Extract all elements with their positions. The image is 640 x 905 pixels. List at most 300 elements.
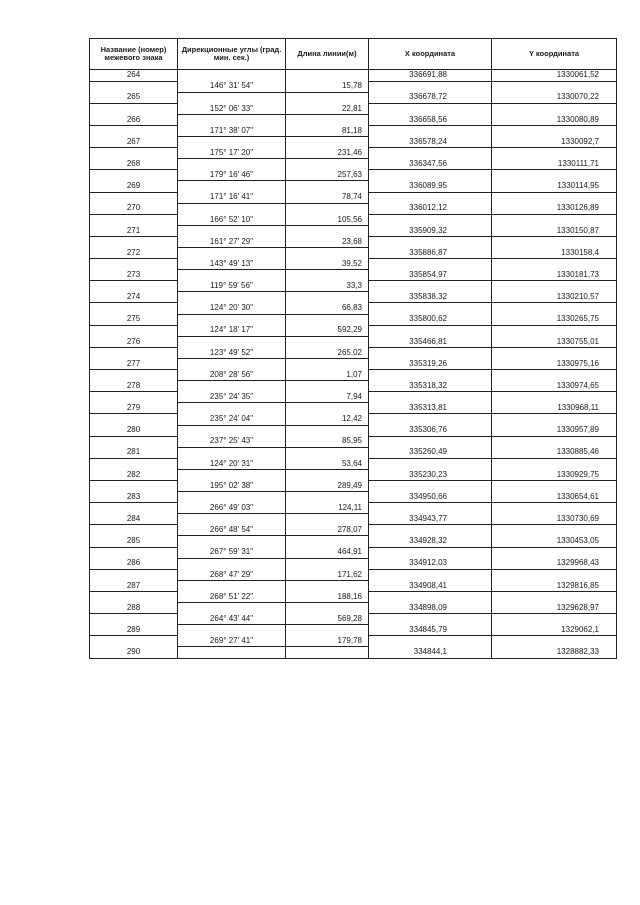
empty-cell: [90, 547, 178, 558]
bearing-angle: 208° 28' 56": [178, 370, 286, 381]
empty-cell: [90, 148, 178, 159]
empty-cell: [178, 292, 286, 303]
empty-cell: [286, 625, 369, 636]
empty-cell: [178, 336, 286, 347]
x-coordinate: 335886,87: [369, 248, 492, 259]
bearing-angle: 175° 17' 20": [178, 148, 286, 159]
empty-cell: [369, 170, 492, 181]
empty-cell: [90, 325, 178, 336]
x-coordinate: 336578,24: [369, 137, 492, 148]
empty-cell: [90, 170, 178, 181]
point-row: [90, 580, 617, 591]
y-coordinate: 1330885,46: [492, 447, 617, 458]
marker-name: 279: [90, 403, 178, 414]
point-row: [90, 447, 617, 458]
y-coordinate: 1328882,33: [492, 647, 617, 659]
segment-row: [90, 480, 617, 491]
y-coordinate: 1330968,11: [492, 403, 617, 414]
empty-cell: [369, 458, 492, 469]
x-coordinate: 335230,23: [369, 469, 492, 480]
empty-cell: [178, 603, 286, 614]
empty-cell: [178, 92, 286, 103]
empty-cell: [178, 70, 286, 82]
y-coordinate: 1330975,16: [492, 358, 617, 369]
empty-cell: [369, 614, 492, 625]
empty-cell: [369, 392, 492, 403]
segment-row: [90, 414, 617, 425]
bearing-angle: 235° 24' 04": [178, 414, 286, 425]
empty-cell: [90, 214, 178, 225]
marker-name: 267: [90, 137, 178, 148]
empty-cell: [178, 647, 286, 659]
empty-cell: [492, 325, 617, 336]
segment-row: [90, 236, 617, 247]
bearing-angle: 124° 20' 31": [178, 458, 286, 469]
x-coordinate: 335319,26: [369, 358, 492, 369]
empty-cell: [90, 569, 178, 580]
segment-row: [90, 347, 617, 358]
empty-cell: [492, 81, 617, 92]
empty-cell: [492, 236, 617, 247]
marker-name: 270: [90, 203, 178, 214]
line-length: 179,78: [286, 636, 369, 647]
empty-cell: [369, 259, 492, 270]
x-coordinate: 335466,81: [369, 336, 492, 347]
segment-row: [90, 525, 617, 536]
line-length: 78,74: [286, 192, 369, 203]
empty-cell: [90, 236, 178, 247]
line-length: 33,3: [286, 281, 369, 292]
point-row: [90, 492, 617, 503]
empty-cell: [178, 225, 286, 236]
empty-cell: [178, 447, 286, 458]
point-row: [90, 536, 617, 547]
empty-cell: [492, 148, 617, 159]
empty-cell: [178, 469, 286, 480]
empty-cell: [178, 403, 286, 414]
boundary-coordinates-table: [89, 38, 617, 659]
empty-cell: [286, 647, 369, 659]
line-length: 289,49: [286, 480, 369, 491]
x-coordinate: 335306,76: [369, 425, 492, 436]
x-coordinate: 335909,32: [369, 225, 492, 236]
empty-cell: [369, 347, 492, 358]
empty-cell: [178, 203, 286, 214]
marker-name: 283: [90, 492, 178, 503]
empty-cell: [286, 203, 369, 214]
empty-cell: [369, 236, 492, 247]
line-length: 569,28: [286, 614, 369, 625]
empty-cell: [90, 81, 178, 92]
empty-cell: [492, 303, 617, 314]
empty-cell: [178, 159, 286, 170]
empty-cell: [492, 392, 617, 403]
empty-cell: [90, 591, 178, 602]
point-row: [90, 92, 617, 103]
point-row: [90, 203, 617, 214]
empty-cell: [369, 303, 492, 314]
line-length: 53,64: [286, 458, 369, 469]
empty-cell: [369, 547, 492, 558]
empty-cell: [178, 580, 286, 591]
point-row: [90, 314, 617, 325]
line-length: 124,11: [286, 503, 369, 514]
empty-cell: [90, 436, 178, 447]
segment-row: [90, 303, 617, 314]
y-coordinate: 1330929,75: [492, 469, 617, 480]
x-coordinate: 334943,77: [369, 514, 492, 525]
empty-cell: [492, 569, 617, 580]
segment-row: [90, 503, 617, 514]
empty-cell: [369, 414, 492, 425]
empty-cell: [492, 458, 617, 469]
empty-cell: [286, 248, 369, 259]
marker-name: 269: [90, 181, 178, 192]
empty-cell: [90, 614, 178, 625]
bearing-angle: 268° 47' 29": [178, 569, 286, 580]
point-row: [90, 225, 617, 236]
y-coordinate: 1329968,43: [492, 558, 617, 569]
point-row: [90, 558, 617, 569]
segment-row: [90, 103, 617, 114]
empty-cell: [286, 425, 369, 436]
x-coordinate: 336678,72: [369, 92, 492, 103]
empty-cell: [90, 525, 178, 536]
empty-cell: [286, 603, 369, 614]
empty-cell: [286, 492, 369, 503]
empty-cell: [286, 381, 369, 392]
header-bearing: Дирекционные углы (град. мин. сек.): [178, 39, 286, 70]
empty-cell: [492, 170, 617, 181]
empty-cell: [286, 181, 369, 192]
empty-cell: [286, 336, 369, 347]
header-length: Длина линии(м): [286, 39, 369, 70]
empty-cell: [286, 292, 369, 303]
y-coordinate: 1330080,89: [492, 114, 617, 125]
empty-cell: [492, 503, 617, 514]
x-coordinate: 336347,56: [369, 159, 492, 170]
y-coordinate: 1330210,57: [492, 292, 617, 303]
marker-name: 280: [90, 425, 178, 436]
bearing-angle: 143° 49' 13": [178, 259, 286, 270]
empty-cell: [286, 514, 369, 525]
line-length: 257,63: [286, 170, 369, 181]
empty-cell: [178, 114, 286, 125]
marker-name: 284: [90, 514, 178, 525]
empty-cell: [286, 558, 369, 569]
bearing-angle: 195° 02' 38": [178, 480, 286, 491]
point-row: [90, 181, 617, 192]
empty-cell: [492, 414, 617, 425]
empty-cell: [90, 636, 178, 647]
empty-cell: [369, 148, 492, 159]
empty-cell: [178, 558, 286, 569]
y-coordinate: 1330974,65: [492, 381, 617, 392]
point-row: [90, 358, 617, 369]
marker-name: 266: [90, 114, 178, 125]
segment-row: [90, 214, 617, 225]
empty-cell: [369, 325, 492, 336]
segment-row: [90, 392, 617, 403]
marker-name: 286: [90, 558, 178, 569]
x-coordinate: 334928,32: [369, 536, 492, 547]
empty-cell: [90, 503, 178, 514]
x-coordinate: 335318,32: [369, 381, 492, 392]
line-length: 39,52: [286, 259, 369, 270]
y-coordinate: 1330181,73: [492, 270, 617, 281]
bearing-angle: 124° 20' 30": [178, 303, 286, 314]
empty-cell: [178, 358, 286, 369]
empty-cell: [286, 314, 369, 325]
bearing-angle: 235° 24' 35": [178, 392, 286, 403]
marker-name: 275: [90, 314, 178, 325]
bearing-angle: 152° 06' 33": [178, 103, 286, 114]
segment-row: [90, 192, 617, 203]
y-coordinate: 1330158,4: [492, 248, 617, 259]
empty-cell: [369, 525, 492, 536]
x-coordinate: 335854,97: [369, 270, 492, 281]
bearing-angle: 266° 48' 54": [178, 525, 286, 536]
x-coordinate: 334950,66: [369, 492, 492, 503]
line-length: 7,94: [286, 392, 369, 403]
header-row: [90, 39, 617, 70]
line-length: 265,02: [286, 347, 369, 358]
empty-cell: [369, 214, 492, 225]
line-length: 1,07: [286, 370, 369, 381]
line-length: 23,68: [286, 236, 369, 247]
empty-cell: [286, 469, 369, 480]
x-coordinate: 336691,88: [369, 70, 492, 82]
x-coordinate: 334908,41: [369, 580, 492, 591]
empty-cell: [90, 125, 178, 136]
segment-row: [90, 370, 617, 381]
segment-row: [90, 547, 617, 558]
segment-row: [90, 81, 617, 92]
bearing-angle: 171° 38' 07": [178, 125, 286, 136]
empty-cell: [492, 281, 617, 292]
marker-name: 281: [90, 447, 178, 458]
header-marker-name: Название (номер) межевого знака: [90, 39, 178, 70]
marker-name: 290: [90, 647, 178, 659]
marker-name: 274: [90, 292, 178, 303]
empty-cell: [90, 370, 178, 381]
marker-name: 278: [90, 381, 178, 392]
bearing-angle: 237° 25' 43": [178, 436, 286, 447]
point-row: [90, 159, 617, 170]
segment-row: [90, 636, 617, 647]
empty-cell: [286, 114, 369, 125]
x-coordinate: 334898,09: [369, 603, 492, 614]
bearing-angle: 171° 16' 41": [178, 192, 286, 203]
marker-name: 277: [90, 358, 178, 369]
y-coordinate: 1330265,75: [492, 314, 617, 325]
x-coordinate: 335838,32: [369, 292, 492, 303]
bearing-angle: 264° 43' 44": [178, 614, 286, 625]
empty-cell: [369, 591, 492, 602]
point-row: [90, 403, 617, 414]
marker-name: 272: [90, 248, 178, 259]
marker-name: 265: [90, 92, 178, 103]
empty-cell: [286, 159, 369, 170]
point-row: [90, 70, 617, 82]
x-coordinate: 335260,49: [369, 447, 492, 458]
y-coordinate: 1330092,7: [492, 137, 617, 148]
empty-cell: [369, 281, 492, 292]
empty-cell: [286, 580, 369, 591]
empty-cell: [492, 525, 617, 536]
line-length: 12,42: [286, 414, 369, 425]
empty-cell: [286, 358, 369, 369]
line-length: 66,83: [286, 303, 369, 314]
point-row: [90, 292, 617, 303]
empty-cell: [286, 447, 369, 458]
y-coordinate: 1329062,1: [492, 625, 617, 636]
line-length: 464,91: [286, 547, 369, 558]
empty-cell: [178, 248, 286, 259]
y-coordinate: 1330755,01: [492, 336, 617, 347]
bearing-angle: 269° 27' 41": [178, 636, 286, 647]
empty-cell: [369, 103, 492, 114]
y-coordinate: 1330126,89: [492, 203, 617, 214]
segment-row: [90, 569, 617, 580]
y-coordinate: 1329816,85: [492, 580, 617, 591]
point-row: [90, 514, 617, 525]
empty-cell: [492, 547, 617, 558]
empty-cell: [286, 403, 369, 414]
empty-cell: [178, 381, 286, 392]
empty-cell: [178, 514, 286, 525]
empty-cell: [90, 392, 178, 403]
empty-cell: [178, 137, 286, 148]
table-header: [90, 39, 617, 70]
point-row: [90, 336, 617, 347]
empty-cell: [492, 347, 617, 358]
segment-row: [90, 325, 617, 336]
segment-row: [90, 170, 617, 181]
point-row: [90, 114, 617, 125]
segment-row: [90, 281, 617, 292]
segment-row: [90, 614, 617, 625]
bearing-angle: 166° 52' 10": [178, 214, 286, 225]
y-coordinate: 1330957,89: [492, 425, 617, 436]
line-length: 171,62: [286, 569, 369, 580]
y-coordinate: 1330114,95: [492, 181, 617, 192]
empty-cell: [286, 270, 369, 281]
empty-cell: [369, 436, 492, 447]
segment-row: [90, 259, 617, 270]
empty-cell: [369, 81, 492, 92]
empty-cell: [492, 259, 617, 270]
line-length: 592,29: [286, 325, 369, 336]
marker-name: 289: [90, 625, 178, 636]
empty-cell: [90, 458, 178, 469]
line-length: 105,56: [286, 214, 369, 225]
empty-cell: [492, 636, 617, 647]
x-coordinate: 335800,62: [369, 314, 492, 325]
bearing-angle: 124° 18' 17": [178, 325, 286, 336]
point-row: [90, 381, 617, 392]
empty-cell: [178, 625, 286, 636]
empty-cell: [90, 303, 178, 314]
x-coordinate: 336089,95: [369, 181, 492, 192]
empty-cell: [286, 137, 369, 148]
empty-cell: [492, 214, 617, 225]
line-length: 231,46: [286, 148, 369, 159]
empty-cell: [90, 414, 178, 425]
y-coordinate: 1330453,05: [492, 536, 617, 547]
point-row: [90, 647, 617, 659]
empty-cell: [369, 569, 492, 580]
line-length: 278,07: [286, 525, 369, 536]
y-coordinate: 1330150,87: [492, 225, 617, 236]
bearing-angle: 146° 31' 54": [178, 81, 286, 92]
point-row: [90, 270, 617, 281]
bearing-angle: 119° 59' 56": [178, 281, 286, 292]
header-x: X координата: [369, 39, 492, 70]
x-coordinate: 336012,12: [369, 203, 492, 214]
point-row: [90, 603, 617, 614]
marker-name: 288: [90, 603, 178, 614]
bearing-angle: 267° 59' 31": [178, 547, 286, 558]
line-length: 81,18: [286, 125, 369, 136]
empty-cell: [369, 192, 492, 203]
empty-cell: [492, 125, 617, 136]
empty-cell: [286, 92, 369, 103]
y-coordinate: 1330070,22: [492, 92, 617, 103]
empty-cell: [369, 480, 492, 491]
x-coordinate: 334912,03: [369, 558, 492, 569]
bearing-angle: 123° 49' 52": [178, 347, 286, 358]
empty-cell: [178, 425, 286, 436]
bearing-angle: 266° 49' 03": [178, 503, 286, 514]
segment-row: [90, 436, 617, 447]
empty-cell: [492, 591, 617, 602]
point-row: [90, 137, 617, 148]
marker-name: 287: [90, 580, 178, 591]
bearing-angle: 268° 51' 22": [178, 591, 286, 602]
empty-cell: [492, 192, 617, 203]
empty-cell: [369, 503, 492, 514]
marker-name: 282: [90, 469, 178, 480]
empty-cell: [369, 370, 492, 381]
point-row: [90, 625, 617, 636]
empty-cell: [178, 314, 286, 325]
marker-name: 264: [90, 70, 178, 82]
empty-cell: [178, 492, 286, 503]
marker-name: 271: [90, 225, 178, 236]
x-coordinate: 334844,1: [369, 647, 492, 659]
line-length: 188,16: [286, 591, 369, 602]
empty-cell: [492, 480, 617, 491]
empty-cell: [90, 103, 178, 114]
empty-cell: [178, 181, 286, 192]
empty-cell: [369, 125, 492, 136]
y-coordinate: 1330111,71: [492, 159, 617, 170]
empty-cell: [90, 259, 178, 270]
coordinates-sheet: [89, 38, 616, 659]
y-coordinate: 1329628,97: [492, 603, 617, 614]
point-row: [90, 469, 617, 480]
x-coordinate: 336658,56: [369, 114, 492, 125]
table-body: [90, 70, 617, 659]
marker-name: 268: [90, 159, 178, 170]
header-y: Y координата: [492, 39, 617, 70]
marker-name: 276: [90, 336, 178, 347]
x-coordinate: 334845,79: [369, 625, 492, 636]
point-row: [90, 248, 617, 259]
line-length: 15,78: [286, 81, 369, 92]
empty-cell: [90, 281, 178, 292]
